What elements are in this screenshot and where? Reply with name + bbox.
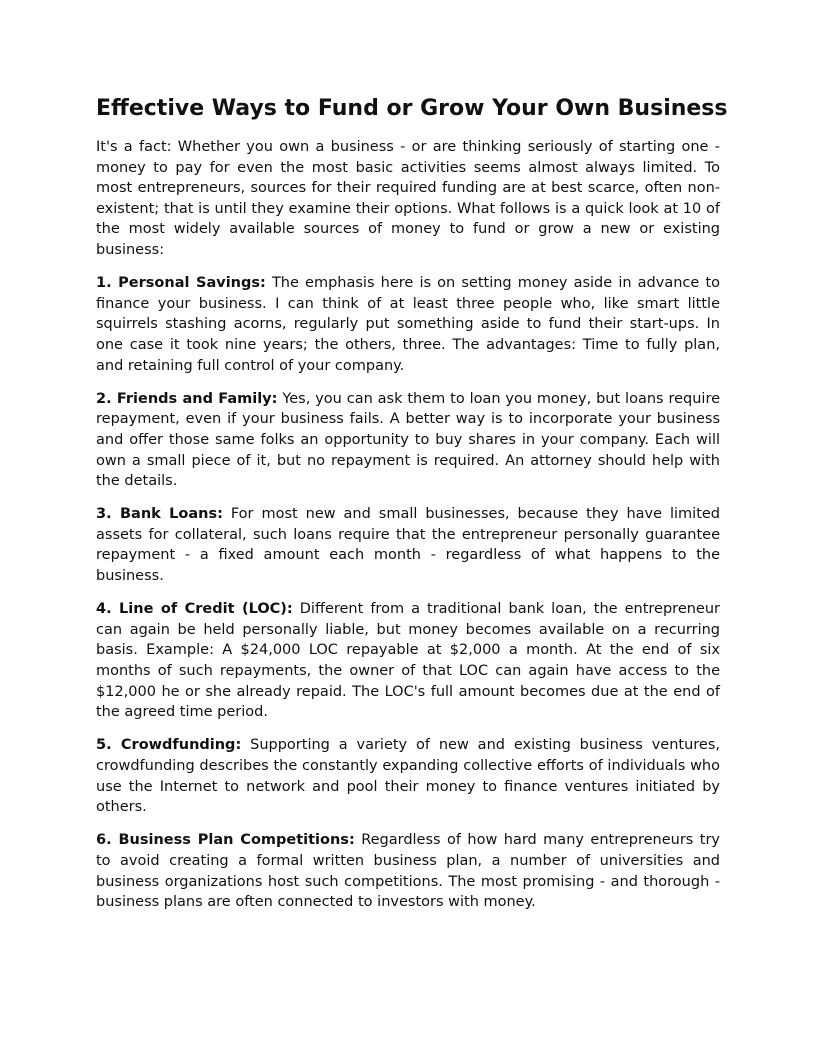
document-page bbox=[96, 95, 728, 925]
section-body: For most new and small businesses, because they have limited assets for collateral, such loans require that the entrepreneur personally guarantee repayment - a fixed amount each month - regardless of what happens to the business. bbox=[96, 506, 721, 585]
section-heading: 4. Line of Credit (LOC): bbox=[96, 601, 293, 618]
section-crowdfunding bbox=[96, 735, 720, 817]
section-personal-savings bbox=[96, 273, 720, 376]
intro-paragraph: It's a fact: Whether you own a business - or are thinking seriously of starting one - money to pay for even the most basic activities seems almost always limited. To most entrepreneurs, sources for their required funding are at best scarce, often non-existent; that is until they examine their options. What follows is a quick look at 10 of the most widely available sources of money to fund or grow a new or existing business: bbox=[96, 139, 720, 258]
section-body: The emphasis here is on setting money aside in advance to finance your business. I can think of at least three people who, like smart little squirrels stashing acorns, regularly put something aside to fund their start-ups. In one case it took nine years; the others, three. The advantages: Time to fully plan, and retaining full control of your company. bbox=[96, 275, 720, 374]
section-business-plan-competitions bbox=[96, 830, 720, 912]
section-body: Yes, you can ask them to loan you money, but loans require repayment, even if your business fails. A better way is to incorporate your business and offer those same folks an opportunity to buy shares in your company. Each will own a small piece of it, but no repayment is required. An attorney should help with the details. bbox=[96, 390, 721, 490]
section-line-of-credit bbox=[96, 599, 720, 723]
section-body: Different from a traditional bank loan, the entrepreneur can again be held personally liable, but money becomes available on a recurring basis. Example: A $24,000 LOC repayable at $2,000 a month. At the end of six months of such repayments, the owner of that LOC can again have access to the $12,000 he or she already repaid. The LOC's full amount becomes due at the end of the agreed time period. bbox=[96, 601, 721, 721]
section-heading: 5. Crowdfunding: bbox=[96, 737, 242, 754]
section-heading: 2. Friends and Family: bbox=[96, 390, 278, 407]
section-friends-and-family bbox=[96, 389, 720, 492]
document-title: Effective Ways to Fund or Grow Your Own Business bbox=[96, 96, 728, 121]
section-body: Regardless of how hard many entrepreneurs try to avoid creating a formal written business plan, a number of universities and business organizations host such competitions. The most promising - and thorough - business plans are often connected to investors with money. bbox=[96, 832, 720, 911]
section-bank-loans bbox=[96, 504, 720, 586]
section-body: Supporting a variety of new and existing business ventures, crowdfunding describes the constantly expanding collective efforts of individuals who use the Internet to network and pool their money to finance ventures initiated by others. bbox=[96, 737, 721, 816]
section-heading: 1. Personal Savings: bbox=[96, 275, 266, 292]
section-heading: 6. Business Plan Competitions: bbox=[96, 832, 355, 849]
section-heading: 3. Bank Loans: bbox=[96, 506, 223, 523]
